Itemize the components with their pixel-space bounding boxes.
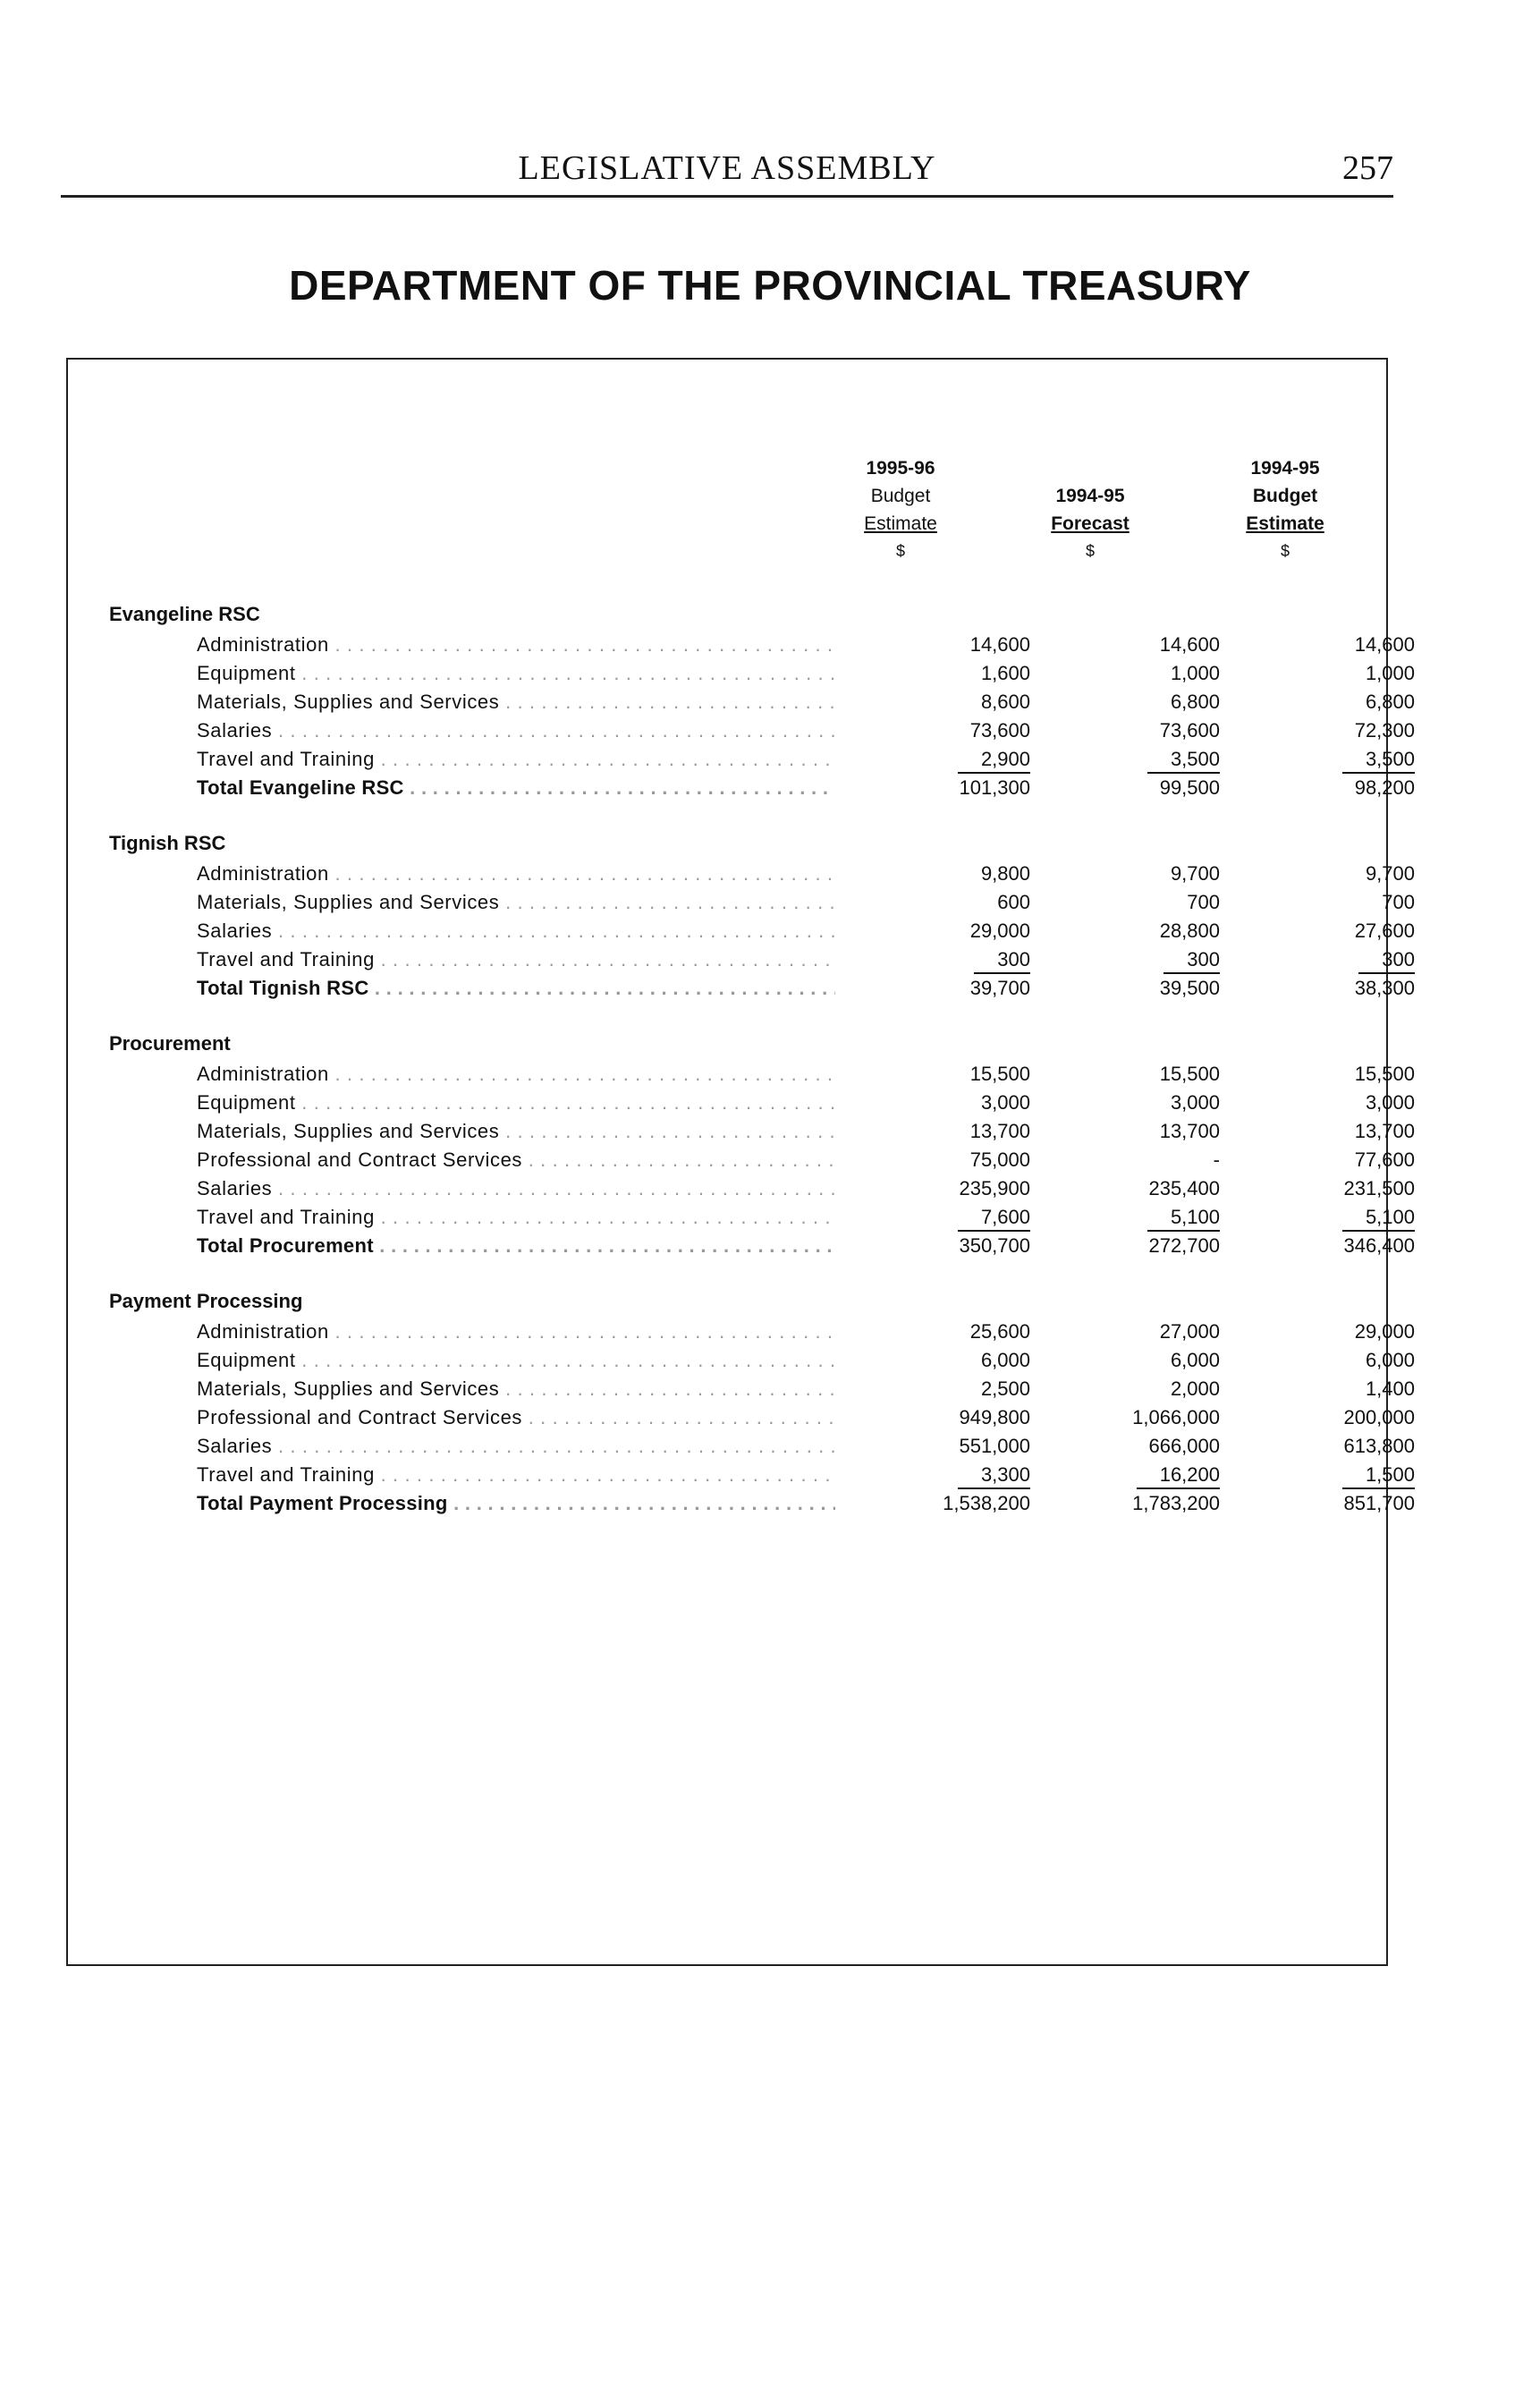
value-1994-95-estimate: 29,000 (1354, 1320, 1415, 1343)
value-1994-95-estimate: 200,000 (1343, 1406, 1415, 1428)
value-1994-95-forecast: 1,000 (1170, 662, 1220, 684)
column-header-line3: Forecast (1051, 513, 1130, 534)
row-label: Equipment . . . (197, 1089, 835, 1117)
table-row (197, 631, 1415, 659)
column-header-line2: 1994-95 (1055, 486, 1125, 506)
table-row (197, 1403, 1415, 1432)
value-1994-95-forecast: 73,600 (1159, 719, 1220, 742)
value-1994-95-estimate: 3,500 (1342, 747, 1415, 774)
value-1994-95-forecast: - (1213, 1148, 1220, 1171)
table-row (197, 688, 1415, 716)
column-header-1994-95-budget-estimate (1200, 454, 1370, 565)
value-1994-95-estimate: 9,700 (1365, 862, 1415, 885)
value-1995-96-estimate: 350,700 (959, 1234, 1030, 1257)
table-row (197, 860, 1415, 888)
value-1994-95-estimate: 851,700 (1343, 1492, 1415, 1514)
value-1994-95-forecast: 666,000 (1148, 1435, 1220, 1457)
row-label: Administration . . . (197, 1060, 835, 1089)
budget-table (66, 358, 1415, 1966)
page-number: 257 (1342, 149, 1393, 187)
value-1994-95-estimate: 14,600 (1354, 633, 1415, 656)
table-row (197, 1346, 1415, 1375)
section-title-payment-processing: Payment Processing (109, 1290, 303, 1312)
column-header-line3: Estimate (1246, 513, 1324, 534)
value-1994-95-estimate: 3,000 (1365, 1091, 1415, 1114)
value-1995-96-estimate: 1,600 (980, 662, 1030, 684)
row-label: Salaries . . . (197, 1174, 835, 1203)
row-label: Travel and Training . . . (197, 745, 835, 774)
value-1994-95-forecast: 235,400 (1148, 1177, 1220, 1199)
value-1995-96-estimate: 2,900 (958, 747, 1030, 774)
value-1995-96-estimate: 14,600 (969, 633, 1030, 656)
value-1994-95-forecast: 300 (1163, 947, 1220, 974)
table-row-total (197, 974, 1415, 1003)
value-1995-96-estimate: 13,700 (969, 1120, 1030, 1142)
value-1995-96-estimate: 6,000 (980, 1349, 1030, 1371)
table-row (197, 917, 1415, 945)
value-1994-95-forecast: 14,600 (1159, 633, 1220, 656)
column-header-line3: Estimate (864, 513, 937, 534)
row-label: Equipment . . . (197, 1346, 835, 1375)
value-1995-96-estimate: 39,700 (969, 977, 1030, 999)
row-label: Professional and Contract Services . . . (197, 1146, 835, 1174)
row-label: Materials, Supplies and Services . . . (197, 888, 835, 917)
running-header (61, 143, 1393, 198)
value-1994-95-estimate: 1,400 (1365, 1377, 1415, 1400)
row-label: Materials, Supplies and Services . . . (197, 688, 835, 716)
row-label: Total Payment Processing . . . (197, 1489, 835, 1518)
value-1994-95-estimate: 38,300 (1354, 977, 1415, 999)
value-1994-95-estimate: 346,400 (1343, 1234, 1415, 1257)
value-1995-96-estimate: 1,538,200 (943, 1492, 1030, 1514)
value-1994-95-estimate: 77,600 (1354, 1148, 1415, 1171)
row-label: Salaries . . . (197, 917, 835, 945)
row-label: Travel and Training . . . (197, 1461, 835, 1489)
table-row (197, 745, 1415, 774)
table-row (197, 659, 1415, 688)
value-1994-95-forecast: 9,700 (1170, 862, 1220, 885)
row-label: Total Evangeline RSC . . . (197, 774, 835, 802)
column-header-unit: $ (895, 542, 905, 560)
value-1994-95-forecast: 1,066,000 (1132, 1406, 1220, 1428)
running-title: LEGISLATIVE ASSEMBLY (518, 149, 936, 187)
table-row-total (197, 774, 1415, 802)
value-1994-95-estimate: 1,000 (1365, 662, 1415, 684)
row-label: Administration . . . (197, 1318, 835, 1346)
value-1994-95-estimate: 13,700 (1354, 1120, 1415, 1142)
row-label: Total Tignish RSC . . . (197, 974, 835, 1003)
column-header-unit: $ (1085, 542, 1095, 560)
value-1995-96-estimate: 551,000 (959, 1435, 1030, 1457)
section-title-evangeline-rsc: Evangeline RSC (109, 603, 260, 625)
table-row (197, 1375, 1415, 1403)
row-label: Professional and Contract Services . . . (197, 1403, 835, 1432)
value-1995-96-estimate: 600 (997, 891, 1030, 913)
value-1994-95-forecast: 5,100 (1147, 1205, 1220, 1232)
value-1994-95-forecast: 700 (1187, 891, 1220, 913)
value-1995-96-estimate: 29,000 (969, 920, 1030, 942)
value-1994-95-estimate: 27,600 (1354, 920, 1415, 942)
row-label: Total Procurement . . . (197, 1232, 835, 1260)
value-1995-96-estimate: 9,800 (980, 862, 1030, 885)
value-1994-95-forecast: 6,000 (1170, 1349, 1220, 1371)
value-1995-96-estimate: 8,600 (980, 691, 1030, 713)
table-row (197, 888, 1415, 917)
value-1994-95-forecast: 272,700 (1148, 1234, 1220, 1257)
column-header-1995-96-budget-estimate (816, 454, 986, 565)
section-title-procurement: Procurement (109, 1032, 231, 1055)
column-header-1994-95-forecast (1005, 454, 1175, 565)
table-row (197, 1117, 1415, 1146)
row-label: Equipment . . . (197, 659, 835, 688)
row-label: Travel and Training . . . (197, 1203, 835, 1232)
value-1995-96-estimate: 73,600 (969, 719, 1030, 742)
value-1995-96-estimate: 2,500 (980, 1377, 1030, 1400)
value-1994-95-estimate: 613,800 (1343, 1435, 1415, 1457)
table-row (197, 1432, 1415, 1461)
value-1994-95-estimate: 300 (1358, 947, 1415, 974)
value-1994-95-estimate: 15,500 (1354, 1063, 1415, 1085)
value-1995-96-estimate: 75,000 (969, 1148, 1030, 1171)
table-row (197, 1318, 1415, 1346)
value-1995-96-estimate: 3,000 (980, 1091, 1030, 1114)
table-row (197, 1461, 1415, 1489)
row-label: Administration . . . (197, 860, 835, 888)
value-1994-95-estimate: 5,100 (1342, 1205, 1415, 1232)
row-label: Materials, Supplies and Services . . . (197, 1117, 835, 1146)
value-1994-95-forecast: 3,500 (1147, 747, 1220, 774)
value-1994-95-forecast: 1,783,200 (1132, 1492, 1220, 1514)
value-1994-95-forecast: 6,800 (1170, 691, 1220, 713)
value-1995-96-estimate: 15,500 (969, 1063, 1030, 1085)
value-1995-96-estimate: 101,300 (959, 776, 1030, 799)
value-1994-95-estimate: 98,200 (1354, 776, 1415, 799)
value-1994-95-estimate: 1,500 (1342, 1462, 1415, 1489)
table-row-total (197, 1489, 1415, 1518)
value-1994-95-forecast: 13,700 (1159, 1120, 1220, 1142)
table-row (197, 1089, 1415, 1117)
column-header-unit: $ (1280, 542, 1290, 560)
value-1994-95-forecast: 27,000 (1159, 1320, 1220, 1343)
value-1994-95-estimate: 72,300 (1354, 719, 1415, 742)
value-1995-96-estimate: 25,600 (969, 1320, 1030, 1343)
table-row (197, 1146, 1415, 1174)
row-label: Administration . . . (197, 631, 835, 659)
row-label: Materials, Supplies and Services . . . (197, 1375, 835, 1403)
department-title: DEPARTMENT OF THE PROVINCIAL TREASURY (289, 262, 1251, 309)
value-1994-95-forecast: 3,000 (1170, 1091, 1220, 1114)
table-row (197, 1174, 1415, 1203)
value-1994-95-estimate: 6,800 (1365, 691, 1415, 713)
value-1994-95-estimate: 700 (1382, 891, 1415, 913)
value-1994-95-estimate: 6,000 (1365, 1349, 1415, 1371)
column-header-line2: Budget (1252, 486, 1318, 506)
value-1994-95-forecast: 39,500 (1159, 977, 1220, 999)
table-row-total (197, 1232, 1415, 1260)
row-label: Salaries . . . (197, 716, 835, 745)
table-row (197, 716, 1415, 745)
value-1994-95-forecast: 15,500 (1159, 1063, 1220, 1085)
value-1995-96-estimate: 7,600 (958, 1205, 1030, 1232)
value-1994-95-forecast: 28,800 (1159, 920, 1220, 942)
column-header-line1: 1995-96 (866, 458, 935, 479)
value-1995-96-estimate: 949,800 (959, 1406, 1030, 1428)
table-row (197, 1203, 1415, 1232)
section-title-tignish-rsc: Tignish RSC (109, 832, 226, 854)
value-1994-95-forecast: 99,500 (1159, 776, 1220, 799)
value-1995-96-estimate: 3,300 (958, 1462, 1030, 1489)
value-1994-95-estimate: 231,500 (1343, 1177, 1415, 1199)
table-row (197, 945, 1415, 974)
column-header-line2: Budget (870, 486, 931, 506)
value-1994-95-forecast: 2,000 (1170, 1377, 1220, 1400)
column-header-line1: 1994-95 (1250, 458, 1320, 479)
value-1994-95-forecast: 16,200 (1137, 1462, 1220, 1489)
column-header-line1 (1005, 454, 1175, 482)
table-row (197, 1060, 1415, 1089)
row-label: Salaries . . . (197, 1432, 835, 1461)
row-label: Travel and Training . . . (197, 945, 835, 974)
value-1995-96-estimate: 235,900 (959, 1177, 1030, 1199)
value-1995-96-estimate: 300 (974, 947, 1030, 974)
